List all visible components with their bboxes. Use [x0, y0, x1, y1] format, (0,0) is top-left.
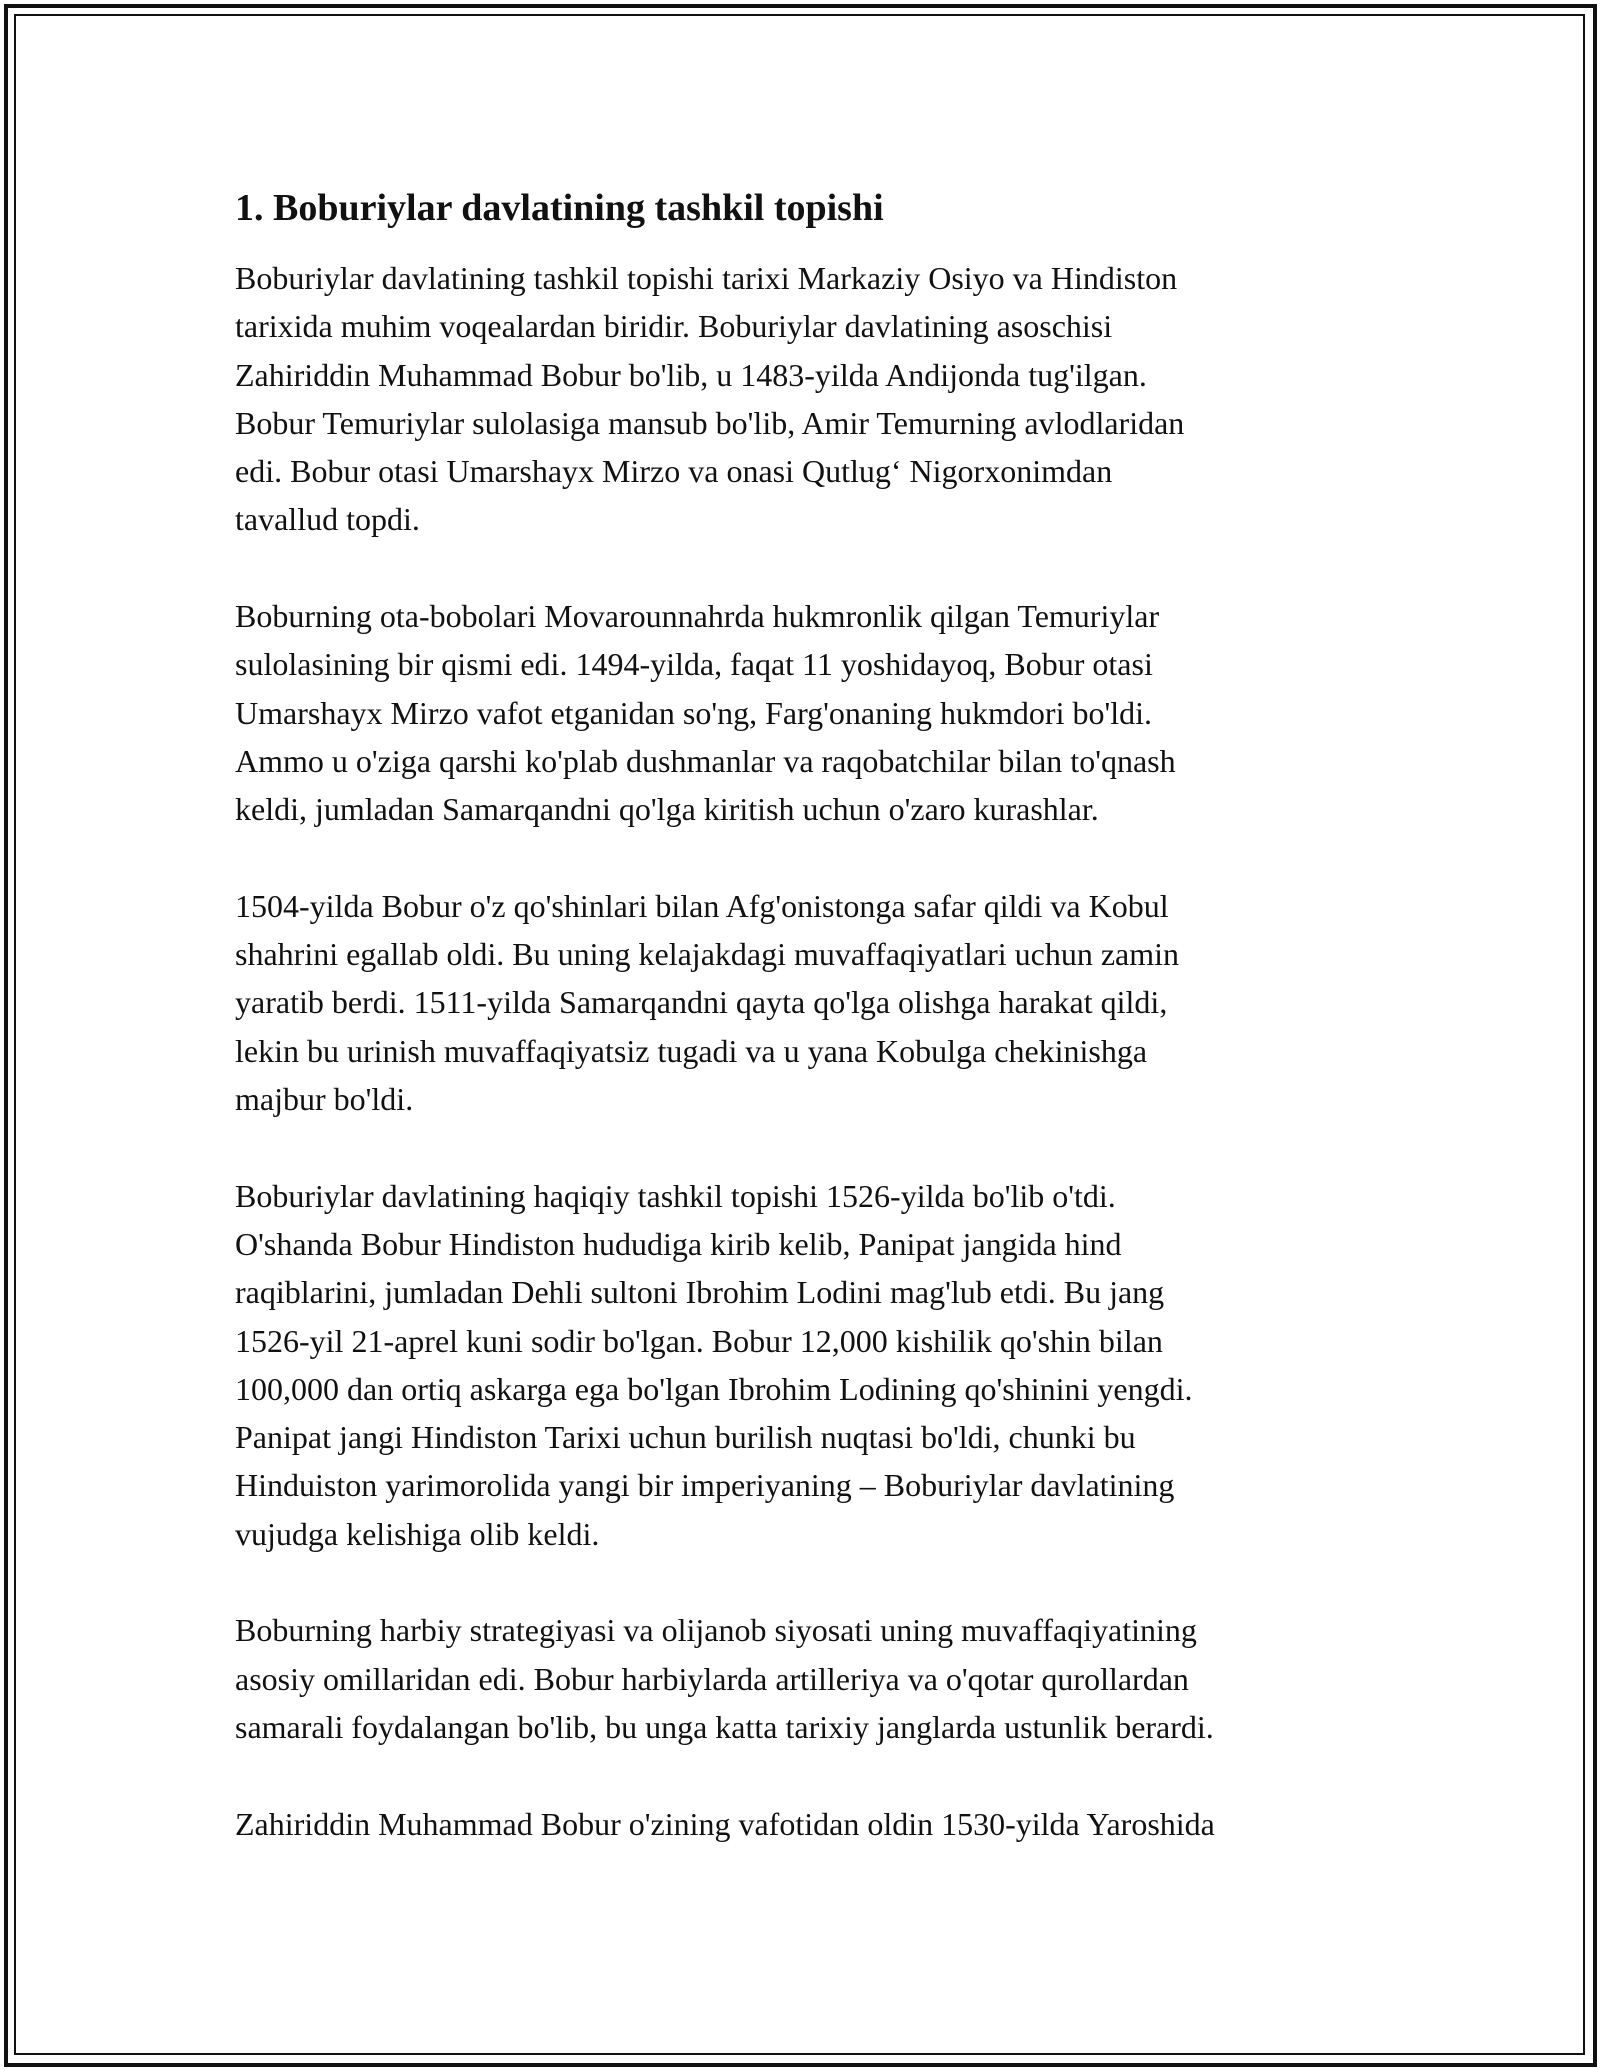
paragraph-3: 1504-yilda Bobur o'z qo'shinlari bilan Afg'onistonga safar qildi va Kobul shahrini egallab oldi. Bu uning kelajakdagi muvaffaqiyatlari uchun zamin yaratib berdi. 1511-yilda Samarqandni qayta qo'lga olishga harakat qildi, lekin bu urinish muvaffaqiyatsiz tugadi va u yana Kobulga chekinishga majbur bo'ldi. — [235, 887, 1180, 1118]
paragraph-4: Boburiylar davlatining haqiqiy tashkil topishi 1526-yilda bo'lib o'tdi. O'shanda Bobur Hindiston hududiga kirib kelib, Panipat jangida hind raqiblarini, jumladan Dehli sultoni Ibrohim Lodini mag'lub etdi. Bu jang 1526-yil 21-aprel kuni sodir bo'lgan. Bobur 12,000 kishilik qo'shin bilan 100,000 dan ortiq askarga ega bo'lgan Ibrohim Lodining qo'shinini yengdi. Panipat jangi Hindiston Tarixi uchun burilish nuqtasi bo'ldi, chunki bu Hinduiston yarimorolida yangi bir imperiyaning – Boburiylar davlatining vujudga kelishiga olib keldi. — [235, 1177, 1193, 1552]
paragraph-5: Boburning harbiy strategiyasi va olijanob siyosati uning muvaffaqiyatining asosiy omillaridan edi. Bobur harbiylarda artilleriya va o'qotar qurollardan samarali foydalangan bo'lib, bu unga katta tarixiy janglarda ustunlik berardi. — [235, 1612, 1214, 1745]
paragraph-6: Zahiriddin Muhammad Bobur o'zining vafotidan oldin 1530-yilda Yaroshida — [235, 1805, 1215, 1842]
paragraph-1: Boburiylar davlatining tashkil topishi tarixi Markaziy Osiyo va Hindiston tarixida muhim voqealardan biridir. Boburiylar davlatining asoschisi Zahiriddin Muhammad Bobur bo'lib, u 1483-yilda Andijonda tug'ilgan. Bobur Temuriylar sulolasiga mansub bo'lib, Amir Temurning avlodlaridan edi. Bobur otasi Umarshayx Mirzo va onasi Qutlug‘ Nigorxonimdan tavallud topdi. — [235, 260, 1185, 538]
paragraph-2: Boburning ota-bobolari Movarounnahrda hukmronlik qilgan Temuriylar sulolasining bir qismi edi. 1494-yilda, faqat 11 yoshidayoq, Bobur otasi Umarshayx Mirzo vafot etganidan so'ng, Farg'onaning hukmdori bo'ldi. Ammo u o'ziga qarshi ko'plab dushmanlar va raqobatchilar bilan to'qnash keldi, jumladan Samarqandni qo'lga kiritish uchun o'zaro kurashlar. — [235, 598, 1176, 828]
document-body — [235, 184, 1395, 1848]
section-heading: 1. Boburiylar davlatining tashkil topishi — [235, 187, 884, 229]
